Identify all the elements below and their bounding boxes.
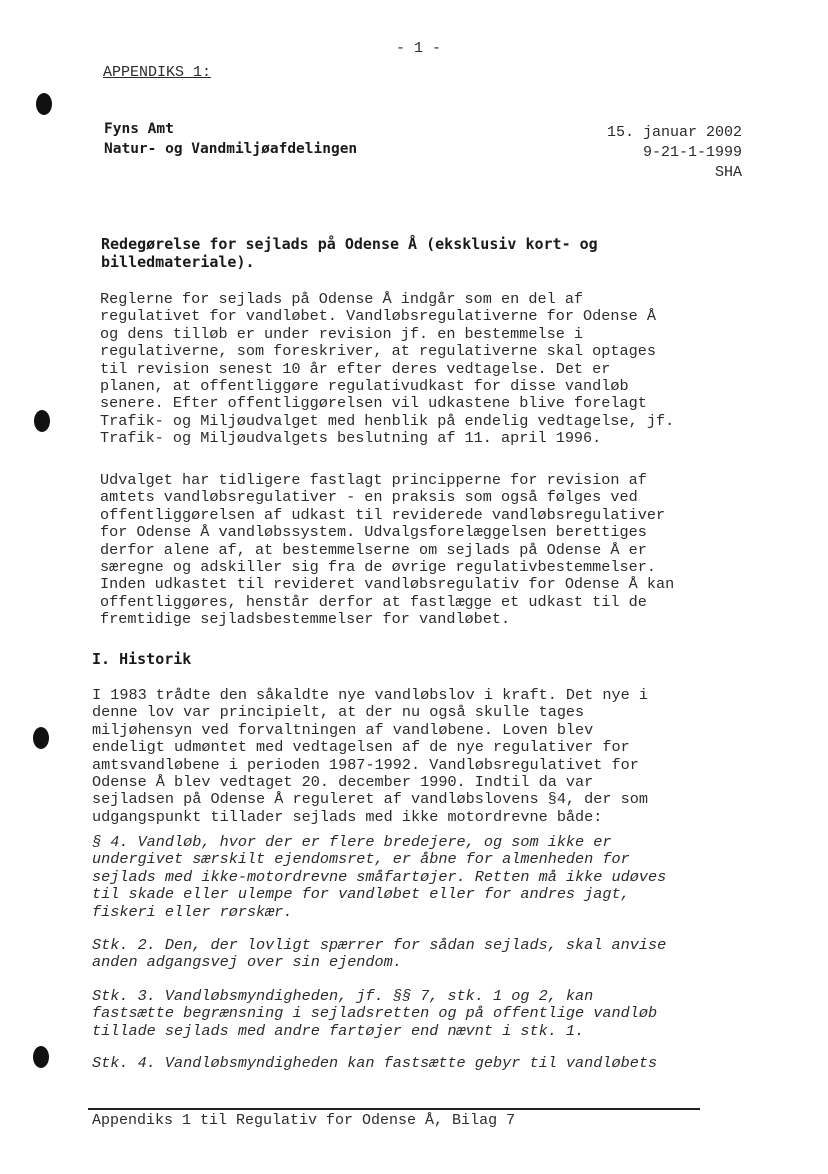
text-line: fremtidige sejladsbestemmelser for vandløbet. [100,610,511,629]
text-line: denne lov var principielt, at der nu også skulle tages [92,703,585,722]
punch-hole-2 [34,410,50,432]
text-line: og dens tilløb er under revision jf. en bestemmelse i [100,324,584,343]
text-line: Odense Å blev vedtaget 20. december 1990. Indtil da var [92,773,594,792]
text-line: I 1983 trådte den såkaldte nye vandløbslov i kraft. Det nye i [92,686,648,704]
text-line: sejladsen på Odense Å reguleret af vandløbslovens §4, der som [92,790,648,809]
org-name: Fyns Amt [104,121,174,137]
text-line: miljøhensyn ved forvaltningen af vandløbene. Loven blev [92,720,594,739]
paragraph-udvalget [100,472,740,629]
text-line: § 4. Vandløb, hvor der er flere bredejere, og som ikke er [92,833,612,851]
appendiks-label: APPENDIKS 1: [103,64,212,81]
law-quote-stk-2 [92,937,732,972]
text-line: offentliggørelsen af udkast til reviderede vandløbsregulativer [100,505,666,524]
text-line: Stk. 2. Den, der lovligt spærrer for sådan sejlads, skal anvise [92,936,667,954]
text-line: derfor alene af, at bestemmelserne om sejlads på Odense Å er [100,540,647,559]
footer-text: Appendiks 1 til Regulativ for Odense Å, Bilag 7 [92,1112,516,1129]
text-line: Inden udkastet til revideret vandløbsregulativ for Odense Å kan [100,575,675,594]
text-line: amtets vandløbsregulativer - en praksis som også følges ved [100,488,638,507]
text-line: amtsvandløbene i perioden 1987-1992. Vandløbsregulativet for [92,755,639,774]
text-line: udgangspunkt tillader sejlads med ikke motordrevne både: [92,807,603,826]
document-date: 15. januar 2002 [606,124,742,141]
text-line: anden adgangsvej over sin ejendom. [92,953,402,972]
text-line: regulativerne, som foreskriver, at regulativerne skal optages [100,342,656,361]
text-line: fiskeri eller rørskær. [92,902,293,921]
document-title-line-2: billedmateriale). [101,253,255,271]
text-line: undergivet særskilt ejendomsret, er åbne for almenheden for [92,850,630,869]
section-heading-historik: I. Historik [92,650,192,668]
text-line: senere. Efter offentliggørelsen vil udkastene blive forelagt [100,394,647,413]
text-line: fastsætte begrænsning i sejladsretten og på offentlige vandløb [92,1004,658,1023]
page-number: - 1 - [396,40,442,57]
punch-hole-4 [33,1046,49,1068]
law-quote-stk-4 [92,1055,732,1072]
text-line: offentliggøres, henstår derfor at fastlægge et udkast til de [100,592,647,611]
text-line: regulativet for vandløbet. Vandløbsregulativerne for Odense Å [100,307,656,326]
paragraph-intro [100,291,740,448]
text-line: Stk. 4. Vandløbsmyndigheden kan fastsætte gebyr til vandløbets [92,1054,658,1072]
document-title-line-1: Redegørelse for sejlads på Odense Å (eksklusiv kort- og [101,235,598,253]
text-line: Udvalget har tidligere fastlagt principperne for revision af [100,471,647,489]
text-line: sejlads med ikke-motordrevne småfartøjer. Retten må ikke udøves [92,867,667,886]
law-quote-section-4 [92,834,732,921]
author-initials: SHA [714,164,742,181]
text-line: Trafik- og Miljøudvalgets beslutning af 11. april 1996. [100,429,602,448]
text-line: Trafik- og Miljøudvalget med henblik på endelig vedtagelse, jf. [100,411,675,430]
text-line: Reglerne for sejlads på Odense Å indgår som en del af [100,290,584,308]
punch-hole-1 [36,93,52,115]
text-line: særegne og adskiller sig fra de øvrige regulativbestemmelser. [100,558,656,577]
org-department: Natur- og Vandmiljøafdelingen [104,141,358,157]
footer-rule [88,1108,700,1110]
reference-number: 9-21-1-1999 [642,144,742,161]
text-line: til skade eller ulempe for vandløbet eller for andres jagt, [92,885,630,904]
text-line: til revision senest 10 år efter deres vedtagelse. Det er [100,359,611,378]
punch-hole-3 [33,727,49,749]
text-line: planen, at offentliggøre regulativudkast for disse vandløb [100,377,629,396]
text-line: for Odense Å vandløbssystem. Udvalgsforelæggelsen berettiges [100,523,647,542]
text-line: Stk. 3. Vandløbsmyndigheden, jf. §§ 7, stk. 1 og 2, kan [92,987,594,1005]
law-quote-stk-3 [92,988,732,1040]
text-line: endeligt udmøntet med vedtagelsen af de nye regulativer for [92,738,630,757]
paragraph-historik [92,687,732,826]
text-line: tillade sejlads med andre fartøjer end nævnt i stk. 1. [92,1021,585,1040]
